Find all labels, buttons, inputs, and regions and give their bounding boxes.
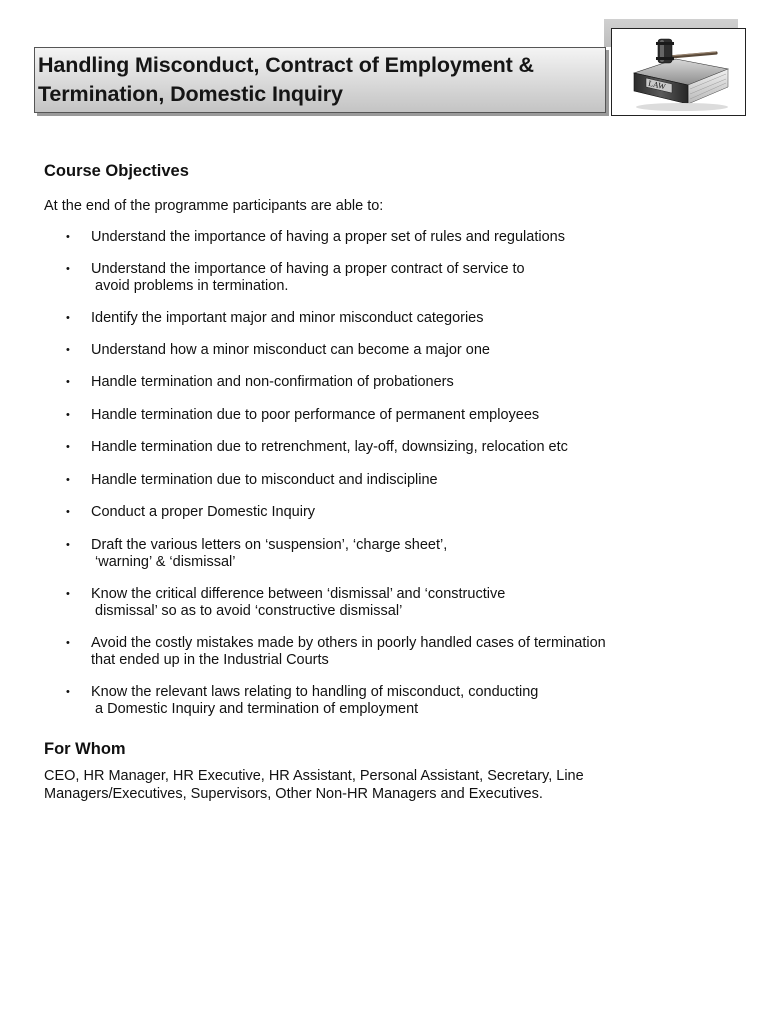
list-item-text: Understand how a minor misconduct can become a major one [91,342,490,358]
list-item-text: Draft the various letters on ‘suspension’, ‘charge sheet’, [91,537,448,553]
list-item-text-continued: avoid problems in termination. [95,278,289,294]
objectives-intro: At the end of the programme participants are able to: [44,198,384,214]
bullet-icon: • [66,474,70,486]
list-item-text: Know the critical difference between ‘dismissal’ and ‘constructive [91,586,506,602]
svg-text:LAW: LAW [647,78,667,92]
course-objectives-heading: Course Objectives [44,162,189,180]
page-title-line-2: Termination, Domestic Inquiry [38,82,343,106]
page-title-line-1: Handling Misconduct, Contract of Employment & [38,53,534,77]
title-banner [34,47,606,113]
list-item-text: Handle termination due to misconduct and indiscipline [91,472,438,488]
bullet-icon: • [66,409,70,421]
law-book-gavel-image [611,28,746,116]
bullet-icon: • [66,441,70,453]
list-item-text: Understand the importance of having a proper contract of service to [91,261,525,277]
bullet-icon: • [66,637,70,649]
list-item-text-continued: dismissal’ so as to avoid ‘constructive dismissal’ [95,603,403,619]
for-whom-line-2: Managers/Executives, Supervisors, Other Non-HR Managers and Executives. [44,786,543,802]
bullet-icon: • [66,263,70,275]
list-item-text-continued: ‘warning’ & ‘dismissal’ [95,554,236,570]
list-item-text: Understand the importance of having a proper set of rules and regulations [91,229,565,245]
list-item-text: Identify the important major and minor misconduct categories [91,310,484,326]
list-item-text: Conduct a proper Domestic Inquiry [91,504,316,520]
list-item-text-continued: a Domestic Inquiry and termination of employment [95,701,419,717]
bullet-icon: • [66,588,70,600]
for-whom-heading: For Whom [44,740,126,758]
law-book-gavel-icon [612,29,745,115]
list-item-text: Handle termination due to retrenchment, lay-off, downsizing, relocation etc [91,439,568,455]
bullet-icon: • [66,231,70,243]
bullet-icon: • [66,312,70,324]
bullet-icon: • [66,376,70,388]
list-item-text: Know the relevant laws relating to handling of misconduct, conducting [91,684,539,700]
bullet-icon: • [66,344,70,356]
list-item-text: Avoid the costly mistakes made by others in poorly handled cases of termination [91,635,606,651]
list-item-text: Handle termination due to poor performance of permanent employees [91,407,540,423]
for-whom-line-1: CEO, HR Manager, HR Executive, HR Assistant, Personal Assistant, Secretary, Line [44,768,584,784]
bullet-icon: • [66,506,70,518]
bullet-icon: • [66,686,70,698]
list-item-text-continued: that ended up in the Industrial Courts [91,652,329,668]
list-item-text: Handle termination and non-confirmation of probationers [91,374,454,390]
for-whom-text [44,767,584,803]
bullet-icon: • [66,539,70,551]
